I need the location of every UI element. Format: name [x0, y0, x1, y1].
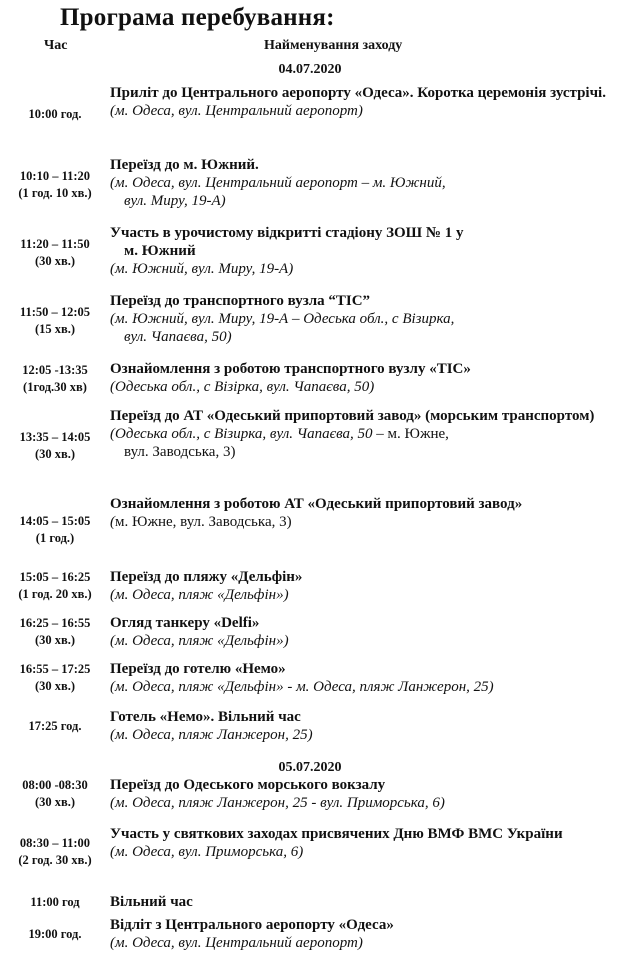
event-name: Готель «Немо». Вільний час — [110, 709, 301, 725]
event-location — [110, 443, 608, 461]
event-time — [0, 661, 110, 695]
event-name: Переїзд до готелю «Немо» — [110, 661, 286, 677]
event-time-range: 08:00 -08:30 — [22, 778, 88, 792]
name-column-header: Найменування заходу — [264, 38, 403, 53]
event-description — [110, 568, 608, 604]
event-time — [0, 304, 110, 338]
date-heading: 04.07.2020 — [278, 62, 342, 77]
event-time-range: 12:05 -13:35 — [22, 363, 88, 377]
event-time-range: 15:05 – 16:25 — [19, 570, 91, 584]
event-time: 19:00 год. — [28, 927, 82, 941]
event-name: Ознайомлення з роботою транспортного вузлу «ТІС» — [110, 361, 471, 377]
event-location: (м. Одеса, пляж «Дельфін») — [110, 633, 289, 649]
event-location — [110, 192, 608, 210]
event-location-italic: ( — [110, 514, 115, 530]
event-time-range: 11:50 – 12:05 — [19, 305, 91, 319]
event-description — [110, 776, 608, 812]
event-duration: (30 хв.) — [34, 254, 76, 268]
event-time — [0, 236, 110, 270]
event-time — [0, 362, 110, 396]
time-column-header: Час — [44, 38, 68, 53]
event-location: (Одеська обл., с Візірка, вул. Чапаєва, 50) — [110, 379, 375, 395]
event-location: (м. Южний, вул. Миру, 19-А – Одеська обл., с Візирка, — [110, 311, 455, 327]
event-description — [110, 495, 608, 531]
event-description — [110, 825, 608, 861]
event-time: 17:25 год. — [28, 719, 82, 733]
event-name: Участь у святкових заходах присвячених Дню ВМФ ВМС України — [110, 826, 563, 842]
event-description — [110, 224, 608, 278]
event-description — [110, 708, 608, 744]
event-description — [110, 292, 608, 346]
event-time: 10:00 год. — [28, 107, 82, 121]
event-description — [110, 156, 608, 210]
event-name-line: м. Южний — [124, 243, 196, 259]
event-duration: (30 хв.) — [34, 679, 76, 693]
event-description — [110, 84, 608, 120]
event-name: Переїзд до Одеського морського вокзалу — [110, 777, 386, 793]
event-time — [0, 777, 110, 811]
event-duration: (1 год. 10 хв.) — [18, 186, 92, 200]
event-name: Переїзд до транспортного вузла “ТІС” — [110, 293, 371, 309]
date-heading: 05.07.2020 — [278, 760, 342, 775]
event-duration: (30 хв.) — [34, 795, 76, 809]
event-duration: (15 хв.) — [34, 322, 76, 336]
event-description — [110, 614, 608, 650]
event-time-range: 08:30 – 11:00 — [19, 836, 91, 850]
event-name: Ознайомлення з роботою АТ «Одеський припортовий завод» — [110, 496, 523, 512]
event-time — [0, 168, 110, 202]
event-location: (м. Одеса, вул. Центральний аеропорт) — [110, 935, 363, 951]
event-time-range: 11:20 – 11:50 — [20, 237, 90, 251]
event-location — [110, 425, 608, 443]
event-duration: (1год.30 хв) — [23, 380, 87, 394]
event-name: Переїзд до м. Южний. — [110, 157, 259, 173]
event-name — [110, 242, 608, 260]
event-description — [110, 360, 608, 396]
event-time — [0, 835, 110, 869]
event-duration: (1 год. 20 хв.) — [18, 587, 92, 601]
event-location — [110, 328, 608, 346]
event-name: Вільний час — [110, 894, 193, 910]
event-description — [110, 407, 608, 461]
event-location-plain: м. Южне, — [383, 426, 449, 442]
event-location-line: вул. Заводська, 3) — [124, 444, 236, 460]
event-name: Переїзд до пляжу «Дельфін» — [110, 569, 303, 585]
event-time-range: 16:55 – 17:25 — [19, 662, 91, 676]
event-location: (м. Одеса, пляж «Дельфін» - м. Одеса, пляж Ланжерон, 25) — [110, 679, 494, 695]
event-time-range: 10:10 – 11:20 — [19, 169, 91, 183]
event-duration: (30 хв.) — [34, 633, 76, 647]
event-time-range: 13:35 – 14:05 — [19, 430, 91, 444]
event-name: Огляд танкеру «Delfi» — [110, 615, 260, 631]
event-time — [0, 615, 110, 649]
event-location: (м. Одеса, пляж Ланжерон, 25) — [110, 727, 313, 743]
event-description — [110, 916, 608, 952]
event-time — [0, 513, 110, 547]
page-title: Програма перебування: — [60, 4, 335, 31]
event-description — [110, 660, 608, 696]
event-location: (м. Одеса, вул. Центральний аеропорт) — [110, 103, 363, 119]
event-location: (м. Одеса, вул. Центральний аеропорт – м. Южний, — [110, 175, 446, 191]
event-description — [110, 893, 608, 911]
event-time: 11:00 год — [30, 895, 80, 909]
event-location: (м. Одеса, пляж «Дельфін») — [110, 587, 289, 603]
event-time — [0, 569, 110, 603]
event-location: (м. Одеса, вул. Приморська, 6) — [110, 844, 304, 860]
event-name: Переїзд до АТ «Одеський припортовий завод» (морським транспортом) — [110, 408, 595, 424]
event-location-line: вул. Миру, 19-А) — [124, 193, 226, 209]
event-location: (м. Одеса, пляж Ланжерон, 25 - вул. Приморська, 6) — [110, 795, 445, 811]
event-name: Приліт до Центрального аеропорту «Одеса». Коротка церемонія зустрічі. — [110, 85, 606, 101]
event-time-range: 16:25 – 16:55 — [19, 616, 91, 630]
event-time-range: 14:05 – 15:05 — [19, 514, 91, 528]
event-time — [0, 429, 110, 463]
event-location-plain: м. Южне, вул. Заводська, 3) — [115, 514, 292, 530]
event-location: (м. Южний, вул. Миру, 19-А) — [110, 261, 294, 277]
event-location-line: вул. Чапаєва, 50) — [124, 329, 232, 345]
event-duration: (1 год.) — [35, 531, 75, 545]
event-duration: (2 год. 30 хв.) — [18, 853, 92, 867]
event-name: Відліт з Центрального аеропорту «Одеса» — [110, 917, 394, 933]
event-location — [110, 513, 608, 531]
event-name: Участь в урочистому відкритті стадіону ЗОШ № 1 у — [110, 225, 464, 241]
event-duration: (30 хв.) — [34, 447, 76, 461]
event-location-italic: (Одеська обл., с Візирка, вул. Чапаєва, 50 – — [110, 426, 384, 442]
